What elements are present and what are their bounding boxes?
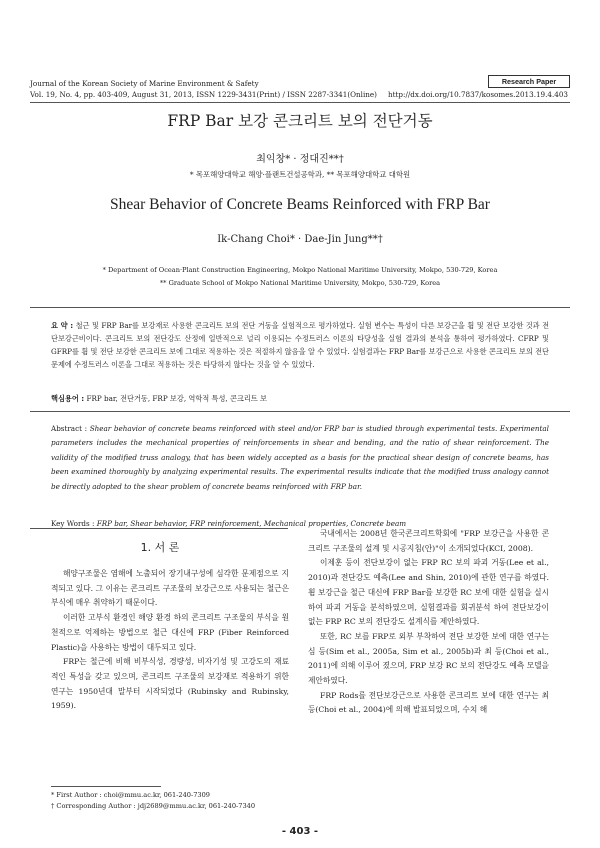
body-column-left: [51, 567, 289, 714]
body-column-right: [308, 527, 549, 718]
keywords-korean-text: FRP bar, 전단거동, FRP 보강, 역학적 특성, 콘크리트 보: [86, 394, 267, 403]
paragraph: 해양구조물은 염해에 노출되어 장기내구성에 심각한 문제점으로 지적되고 있다. 그 이유는 콘크리트 구조물의 보강근으로 사용되는 철근은 부식에 매우 취약하기 때문이다.: [51, 569, 289, 608]
paragraph: FRP는 철근에 비해 비부식성, 경량성, 비자기성 및 고강도의 재료적인 특성을 갖고 있으며, 콘크리트 구조물의 보강재로 적용하기 위한 연구는 1950년대 말부터 시작되었다 (Rubinsky and Rubinsky, 1959).: [51, 657, 289, 711]
keywords-english-label: Key Words :: [51, 519, 95, 528]
header-rule: [30, 102, 570, 103]
affiliation-english-1: * Department of Ocean·Plant Construction Engineering, Mokpo National Maritime University, Mokpo, 530-729, Korea: [102, 266, 498, 274]
abstract-english-label: Abstract :: [51, 424, 88, 433]
paragraph: 국내에서는 2008년 한국콘크리트학회에 "FRP 보강근을 사용한 콘크리트 구조물의 설계 및 시공지침(안)"이 소개되었다(KCI, 2008).: [308, 529, 549, 553]
section-heading-introduction: 1. 서 론: [140, 541, 180, 554]
abstract-divider: [30, 411, 570, 412]
footnote-rule: [51, 786, 161, 787]
abstract-korean: [51, 319, 549, 371]
authors-korean: 최익창* · 정대진**†: [256, 154, 344, 165]
affiliation-english-2: ** Graduate School of Mokpo National Maritime University, Mokpo, 530-729, Korea: [159, 279, 441, 287]
keywords-korean: [51, 394, 267, 404]
footnote-first-author: * First Author : choi@mmu.ac.kr, 061-240-7309: [51, 791, 210, 799]
paragraph: FRP Rods를 전단보강근으로 사용한 콘크리트 보에 대한 연구는 최 등(Choi et al., 2004)에 의해 발표되었으며, 수치 해: [308, 690, 549, 715]
authors-english: Ik-Chang Choi* · Dae-Jin Jung**†: [217, 234, 383, 245]
abstract-rule-top: [30, 307, 570, 308]
page-number: - 403 -: [281, 826, 319, 837]
paragraph: 이제훈 등이 전단보강이 없는 FRP RC 보의 파괴 거동(Lee et al., 2010)과 전단강도 예측(Lee and Shin, 2010)에 관한 연구를 하였다. 휨 보강근을 철근 대신에 FRP Bar를 보강한 RC 보에 대한 실험을 실시하여 파괴 거동을 분석하였으며, 실험결과를 회귀분석 하여 전단보강이 없는 FRP RC 보의 전단강도 설계식를 제안하였다.: [308, 558, 549, 627]
affiliations-korean: * 목포해양대학교 해양·플랜트건설공학과, ** 목포해양대학교 대학원: [189, 170, 411, 179]
title-korean: FRP Bar 보강 콘크리트 보의 전단거동: [167, 112, 433, 130]
volume-info: Vol. 19, No. 4, pp. 403-409, August 31, 2013, ISSN 1229-3431(Print) / ISSN 2287-3341(Online): [30, 90, 377, 99]
paragraph: 또한, RC 보를 FRP로 외부 부착하여 전단 보강한 보에 대한 연구는 심 등(Sim et al., 2005a, Sim et al., 2005b)과 최 등(Choi et al., 2011)에 의해 이루어 졌으며, FRP 보강 RC 보의 전단강도 예측 모델을 제안하였다.: [308, 631, 549, 686]
footnotes: [51, 790, 255, 812]
doi-link[interactable]: http://dx.doi.org/10.7837/kosomes.2013.19.4.403: [388, 90, 568, 99]
footnote-corresponding-author: † Corresponding Author : jdj2689@mmu.ac.kr, 061-240-7340: [51, 802, 256, 810]
article-type-badge: Research Paper: [488, 75, 570, 88]
paragraph: 이러한 고부식 환경인 해양 환경 하의 콘크리트 구조물의 부식을 원천적으로 억제하는 방법으로 철근 대신에 FRP (Fiber Reinforced Plastic)을 사용하는 방법이 대두되고 있다.: [51, 613, 289, 652]
journal-name: Journal of the Korean Society of Marine Environment & Safety: [30, 79, 259, 88]
abstract-korean-label: 요 약 :: [51, 321, 74, 330]
keywords-korean-label: 핵심용어 :: [51, 394, 85, 403]
title-english: Shear Behavior of Concrete Beams Reinforced with FRP Bar: [110, 196, 490, 213]
abstract-english: [51, 422, 549, 494]
body-rule-left: [30, 528, 288, 529]
abstract-korean-text: 철근 및 FRP Bar를 보강재로 사용한 콘크리트 보의 전단 거동을 실험적으로 평가하였다. 실험 변수는 특성이 다른 보강근을 휨 및 전단 보강한 것과 전단보강근비이다. 콘크리트 보의 전단강도 산정에 일반적으로 널리 이용되는 수정트러스 이론의 타당성을 실험 결과의 분석을 통하여 평가하였다. CFRP 및 GFRP를 휨 및 전단 보강한 콘크리트 보에 그대로 적용하는 것은 적절하지 않음을 알 수 있었다. 실험결과는 FRP Bar를 보강근으로 사용한 콘크리트 보의 전단 문제에 수정트러스 이론을 그대로 적용하는 것은 타당하지 않다는 것을 알 수 있었다.: [51, 321, 550, 369]
abstract-english-text: Shear behavior of concrete beams reinforced with steel and/or FRP bar is studied through experimental tests. Experimental parameters includes the mechanical properties of reinforcements in shear and bending, and the ratio of shear reinforcement. The validity of the modified truss analogy, that has been widely accepted as a basis for the practical shear design of concrete beams, has been examined thoroughly by analyzing experimental results. The experimental results indicate that the modified truss analogy cannot be directly adopted to the shear problem of concrete beams reinforced with FRP bar.: [51, 424, 549, 491]
keywords-english-text: FRP bar, Shear behavior, FRP reinforcement, Mechanical properties, Concrete beam: [96, 519, 407, 528]
